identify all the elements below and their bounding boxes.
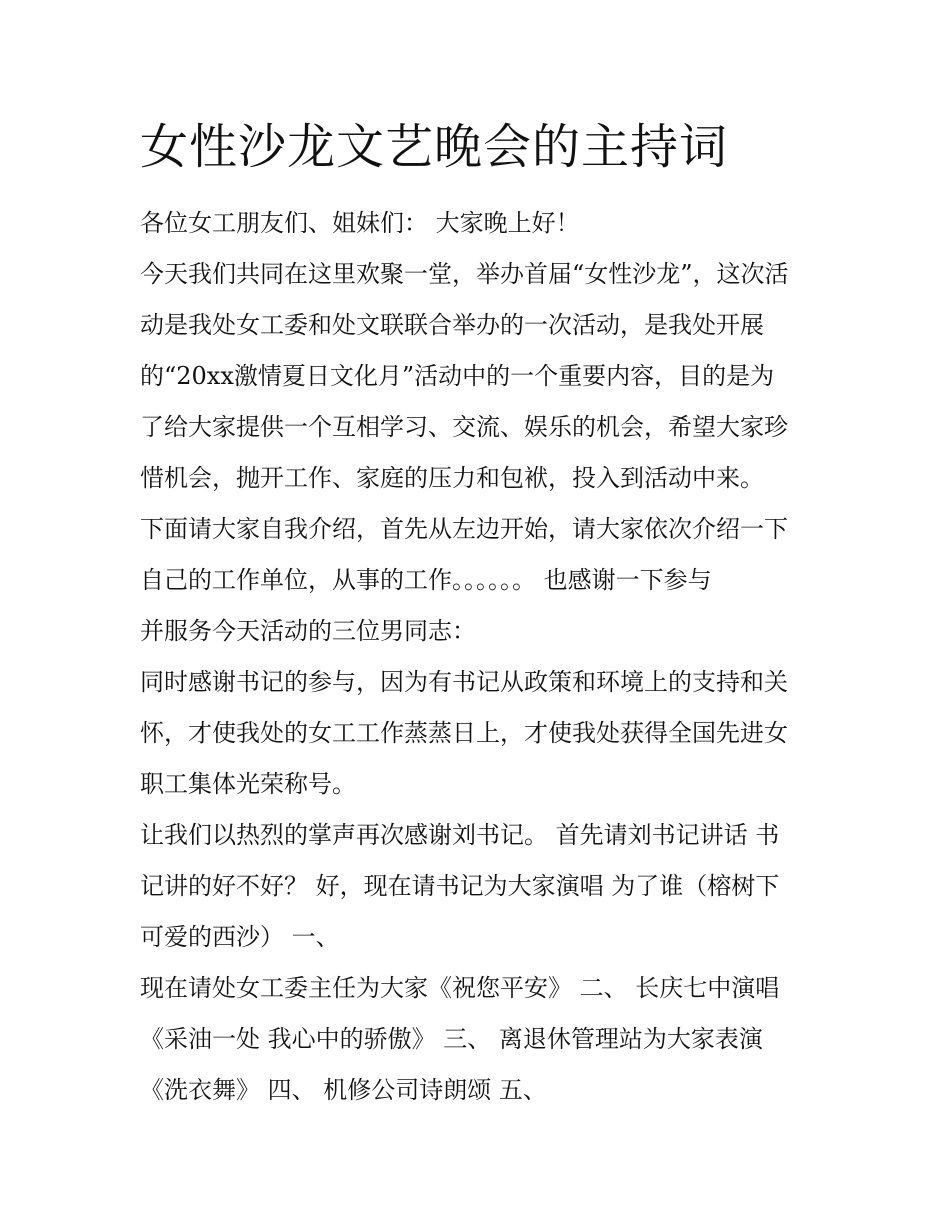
text-line: 各位女工朋友们、姐妹们： 大家晚上好！: [140, 209, 580, 237]
text-line: 《采油一处 我心中的骄傲》 三、 离退休管理站为大家表演: [140, 1025, 763, 1053]
text-line: 并服务今天活动的三位男同志：: [140, 617, 476, 645]
text-line: 怀，才使我处的女工工作蒸蒸日上，才使我处获得全国先进女: [140, 719, 788, 747]
text-line: 记讲的好不好？ 好，现在请书记为大家演唱 为了谁（榕树下: [140, 872, 780, 900]
text-line: 今天我们共同在这里欢聚一堂，举办首届“女性沙龙”，这次活: [140, 260, 789, 288]
text-line: 下面请大家自我介绍，首先从左边开始，请大家依次介绍一下: [140, 515, 788, 543]
text-line: 动是我处女工委和处文联联合举办的一次活动，是我处开展: [140, 311, 764, 339]
text-line: 现在请处女工委主任为大家《祝您平安》 二、 长庆七中演唱: [140, 974, 780, 1002]
text-line: 职工集体光荣称号。: [140, 770, 356, 798]
text-line: 的“20xx激情夏日文化月”活动中的一个重要内容，目的是为: [140, 362, 775, 390]
document-title: 女性沙龙文艺晚会的主持词: [140, 119, 729, 175]
text-line: 了给大家提供一个互相学习、交流、娱乐的机会，希望大家珍: [140, 413, 788, 441]
text-line: 让我们以热烈的掌声再次感谢刘书记。 首先请刘书记讲话 书: [140, 821, 780, 849]
text-line: 惜机会，抛开工作、家庭的压力和包袱，投入到活动中来。: [140, 464, 764, 492]
text-line: 同时感谢书记的参与，因为有书记从政策和环境上的支持和关: [140, 668, 788, 696]
text-line: 可爱的西沙） 一、: [140, 923, 340, 951]
text-line: 《洗衣舞》 四、 机修公司诗朗颂 五、: [140, 1076, 547, 1104]
document-body: [140, 198, 820, 1116]
text-line: 自己的工作单位，从事的工作。。。。。。 也感谢一下参与: [140, 566, 712, 594]
